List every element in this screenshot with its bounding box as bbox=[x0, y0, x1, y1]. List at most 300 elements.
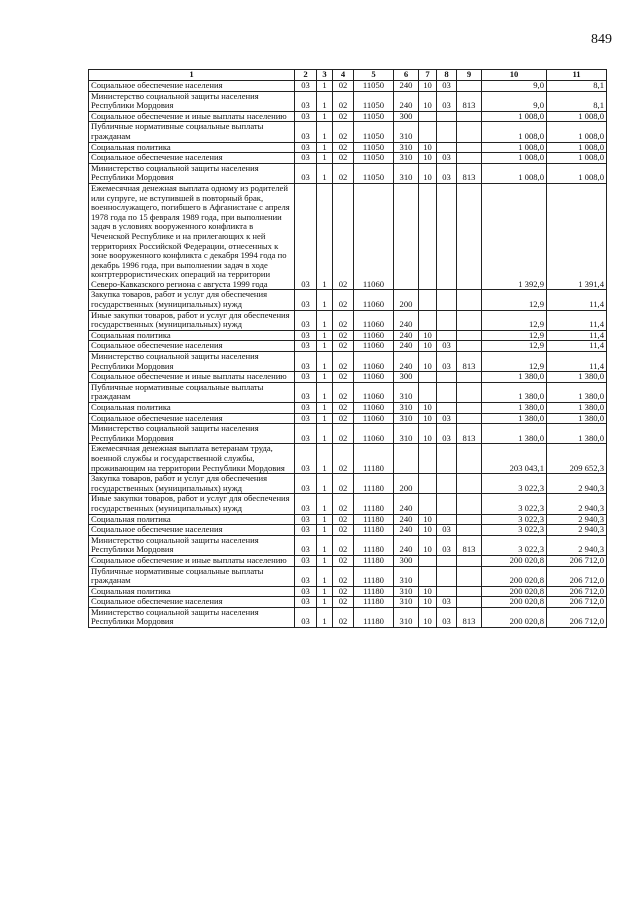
table-row bbox=[89, 403, 607, 414]
row-code-cell bbox=[419, 310, 437, 330]
row-code-cell: 02 bbox=[333, 607, 354, 627]
row-code-cell: 300 bbox=[394, 555, 419, 566]
row-code-cell: 03 bbox=[295, 525, 317, 536]
row-name-cell: Ежемесячная денежная выплата ветеранам труда, военной службы и государственной службы, проживающим на территории Республики Мордовия bbox=[89, 444, 295, 474]
row-code-cell: 10 bbox=[419, 403, 437, 414]
row-code-cell bbox=[457, 183, 482, 290]
row-code-cell bbox=[419, 111, 437, 122]
row-code-cell: 02 bbox=[333, 444, 354, 474]
row-code-cell: 11180 bbox=[354, 566, 394, 586]
row-code-cell: 02 bbox=[333, 352, 354, 372]
row-name-cell: Социальная политика bbox=[89, 586, 295, 597]
row-code-cell: 813 bbox=[457, 607, 482, 627]
row-amount-cell: 1 380,0 bbox=[482, 424, 547, 444]
row-code-cell: 310 bbox=[394, 586, 419, 597]
row-code-cell: 02 bbox=[333, 153, 354, 164]
row-code-cell: 02 bbox=[333, 81, 354, 92]
row-code-cell bbox=[457, 310, 482, 330]
table-row bbox=[89, 514, 607, 525]
row-code-cell: 02 bbox=[333, 122, 354, 142]
row-code-cell: 02 bbox=[333, 382, 354, 402]
row-code-cell: 03 bbox=[295, 403, 317, 414]
row-code-cell bbox=[457, 444, 482, 474]
row-code-cell bbox=[457, 330, 482, 341]
row-code-cell: 10 bbox=[419, 607, 437, 627]
row-code-cell: 03 bbox=[295, 382, 317, 402]
row-code-cell: 200 bbox=[394, 290, 419, 310]
row-code-cell bbox=[437, 586, 457, 597]
column-header: 4 bbox=[333, 70, 354, 81]
row-name-cell: Социальная политика bbox=[89, 403, 295, 414]
row-amount-cell: 9,0 bbox=[482, 91, 547, 111]
row-amount-cell: 206 712,0 bbox=[547, 586, 607, 597]
row-amount-cell: 1 008,0 bbox=[547, 142, 607, 153]
row-amount-cell: 1 008,0 bbox=[547, 122, 607, 142]
row-code-cell bbox=[437, 474, 457, 494]
row-code-cell: 1 bbox=[317, 91, 333, 111]
row-code-cell: 02 bbox=[333, 290, 354, 310]
row-name-cell: Социальная политика bbox=[89, 142, 295, 153]
row-code-cell bbox=[457, 290, 482, 310]
budget-table bbox=[88, 69, 607, 628]
row-code-cell: 03 bbox=[295, 597, 317, 608]
row-amount-cell: 11,4 bbox=[547, 290, 607, 310]
row-amount-cell: 3 022,3 bbox=[482, 535, 547, 555]
row-code-cell: 03 bbox=[437, 91, 457, 111]
row-code-cell: 11180 bbox=[354, 525, 394, 536]
row-code-cell: 1 bbox=[317, 310, 333, 330]
row-code-cell: 02 bbox=[333, 91, 354, 111]
row-code-cell: 03 bbox=[295, 183, 317, 290]
row-code-cell: 02 bbox=[333, 341, 354, 352]
row-amount-cell: 1 008,0 bbox=[482, 142, 547, 153]
row-amount-cell: 2 940,3 bbox=[547, 525, 607, 536]
row-amount-cell: 1 008,0 bbox=[482, 111, 547, 122]
row-code-cell: 310 bbox=[394, 122, 419, 142]
row-code-cell bbox=[437, 122, 457, 142]
table-row bbox=[89, 142, 607, 153]
row-amount-cell: 1 380,0 bbox=[547, 424, 607, 444]
row-code-cell: 1 bbox=[317, 372, 333, 383]
row-code-cell: 813 bbox=[457, 352, 482, 372]
row-code-cell: 03 bbox=[295, 424, 317, 444]
row-code-cell: 11060 bbox=[354, 382, 394, 402]
row-name-cell: Министерство социальной защиты населения Республики Мордовия bbox=[89, 424, 295, 444]
row-amount-cell: 12,9 bbox=[482, 341, 547, 352]
row-name-cell: Публичные нормативные социальные выплаты гражданам bbox=[89, 566, 295, 586]
row-code-cell: 02 bbox=[333, 310, 354, 330]
row-code-cell: 300 bbox=[394, 372, 419, 383]
row-code-cell bbox=[419, 183, 437, 290]
row-code-cell: 11060 bbox=[354, 413, 394, 424]
row-name-cell: Социальная политика bbox=[89, 514, 295, 525]
row-code-cell: 03 bbox=[295, 111, 317, 122]
row-code-cell: 310 bbox=[394, 403, 419, 414]
row-code-cell: 10 bbox=[419, 341, 437, 352]
table-row bbox=[89, 597, 607, 608]
row-code-cell: 240 bbox=[394, 352, 419, 372]
row-amount-cell: 206 712,0 bbox=[547, 597, 607, 608]
row-amount-cell: 206 712,0 bbox=[547, 607, 607, 627]
row-code-cell bbox=[437, 494, 457, 514]
table-row bbox=[89, 494, 607, 514]
row-name-cell: Закупка товаров, работ и услуг для обеспечения государственных (муниципальных) нужд bbox=[89, 474, 295, 494]
row-code-cell bbox=[457, 403, 482, 414]
row-code-cell: 11060 bbox=[354, 352, 394, 372]
row-amount-cell: 1 380,0 bbox=[482, 403, 547, 414]
row-code-cell: 10 bbox=[419, 153, 437, 164]
row-amount-cell: 1 391,4 bbox=[547, 183, 607, 290]
row-code-cell: 310 bbox=[394, 153, 419, 164]
row-amount-cell: 8,1 bbox=[547, 91, 607, 111]
row-code-cell: 1 bbox=[317, 81, 333, 92]
row-amount-cell: 11,4 bbox=[547, 310, 607, 330]
row-code-cell: 11060 bbox=[354, 290, 394, 310]
row-code-cell: 300 bbox=[394, 111, 419, 122]
table-row bbox=[89, 424, 607, 444]
row-name-cell: Закупка товаров, работ и услуг для обеспечения государственных (муниципальных) нужд bbox=[89, 290, 295, 310]
row-code-cell: 10 bbox=[419, 413, 437, 424]
row-code-cell bbox=[457, 153, 482, 164]
row-code-cell: 1 bbox=[317, 607, 333, 627]
row-code-cell: 240 bbox=[394, 525, 419, 536]
row-code-cell: 10 bbox=[419, 597, 437, 608]
row-name-cell: Социальное обеспечение населения bbox=[89, 81, 295, 92]
row-amount-cell: 3 022,3 bbox=[482, 474, 547, 494]
column-header: 3 bbox=[317, 70, 333, 81]
row-code-cell: 02 bbox=[333, 111, 354, 122]
row-code-cell: 1 bbox=[317, 183, 333, 290]
row-code-cell: 03 bbox=[295, 330, 317, 341]
page-number: 849 bbox=[591, 32, 612, 47]
row-code-cell bbox=[437, 444, 457, 474]
row-code-cell: 1 bbox=[317, 153, 333, 164]
row-amount-cell: 1 008,0 bbox=[482, 122, 547, 142]
row-code-cell: 03 bbox=[295, 586, 317, 597]
column-header: 2 bbox=[295, 70, 317, 81]
row-code-cell bbox=[437, 142, 457, 153]
row-code-cell: 03 bbox=[437, 535, 457, 555]
row-code-cell: 310 bbox=[394, 413, 419, 424]
row-code-cell: 240 bbox=[394, 535, 419, 555]
table-row bbox=[89, 372, 607, 383]
row-code-cell: 1 bbox=[317, 122, 333, 142]
row-code-cell: 03 bbox=[437, 607, 457, 627]
row-code-cell: 03 bbox=[295, 555, 317, 566]
row-code-cell bbox=[419, 494, 437, 514]
row-code-cell: 240 bbox=[394, 494, 419, 514]
row-code-cell: 310 bbox=[394, 566, 419, 586]
row-code-cell: 03 bbox=[295, 566, 317, 586]
row-code-cell bbox=[437, 555, 457, 566]
row-amount-cell: 1 008,0 bbox=[547, 111, 607, 122]
row-name-cell: Министерство социальной защиты населения Республики Мордовия bbox=[89, 352, 295, 372]
row-code-cell: 11060 bbox=[354, 372, 394, 383]
row-code-cell bbox=[457, 514, 482, 525]
row-code-cell bbox=[457, 525, 482, 536]
row-code-cell: 02 bbox=[333, 330, 354, 341]
row-amount-cell: 1 380,0 bbox=[547, 372, 607, 383]
row-name-cell: Социальное обеспечение населения bbox=[89, 413, 295, 424]
row-code-cell bbox=[419, 474, 437, 494]
row-amount-cell: 200 020,8 bbox=[482, 555, 547, 566]
row-code-cell: 1 bbox=[317, 382, 333, 402]
row-code-cell: 813 bbox=[457, 424, 482, 444]
row-name-cell: Иные закупки товаров, работ и услуг для обеспечения государственных (муниципальных) нужд bbox=[89, 494, 295, 514]
table-row bbox=[89, 586, 607, 597]
row-code-cell: 1 bbox=[317, 474, 333, 494]
row-amount-cell: 8,1 bbox=[547, 81, 607, 92]
row-code-cell: 02 bbox=[333, 474, 354, 494]
row-code-cell: 02 bbox=[333, 535, 354, 555]
row-amount-cell: 2 940,3 bbox=[547, 514, 607, 525]
row-code-cell: 11180 bbox=[354, 597, 394, 608]
row-code-cell: 310 bbox=[394, 424, 419, 444]
row-code-cell: 1 bbox=[317, 555, 333, 566]
row-code-cell: 11060 bbox=[354, 310, 394, 330]
row-code-cell: 03 bbox=[437, 341, 457, 352]
row-code-cell: 1 bbox=[317, 341, 333, 352]
row-code-cell: 02 bbox=[333, 183, 354, 290]
row-code-cell: 1 bbox=[317, 424, 333, 444]
row-code-cell bbox=[457, 122, 482, 142]
table-row bbox=[89, 330, 607, 341]
row-code-cell bbox=[394, 183, 419, 290]
row-name-cell: Социальное обеспечение населения bbox=[89, 597, 295, 608]
row-code-cell: 10 bbox=[419, 330, 437, 341]
row-code-cell: 11180 bbox=[354, 555, 394, 566]
row-code-cell: 11180 bbox=[354, 586, 394, 597]
row-code-cell: 03 bbox=[437, 597, 457, 608]
row-code-cell: 02 bbox=[333, 142, 354, 153]
row-code-cell: 11060 bbox=[354, 341, 394, 352]
row-amount-cell: 1 380,0 bbox=[547, 413, 607, 424]
row-code-cell: 11180 bbox=[354, 535, 394, 555]
row-code-cell bbox=[457, 111, 482, 122]
row-amount-cell: 1 380,0 bbox=[547, 382, 607, 402]
table-row bbox=[89, 444, 607, 474]
row-amount-cell: 1 008,0 bbox=[482, 153, 547, 164]
row-code-cell: 1 bbox=[317, 142, 333, 153]
row-code-cell bbox=[437, 330, 457, 341]
column-header: 10 bbox=[482, 70, 547, 81]
row-amount-cell: 1 380,0 bbox=[547, 403, 607, 414]
row-code-cell: 03 bbox=[437, 352, 457, 372]
table-row bbox=[89, 310, 607, 330]
row-amount-cell: 9,0 bbox=[482, 81, 547, 92]
row-amount-cell: 1 008,0 bbox=[482, 163, 547, 183]
row-code-cell bbox=[437, 290, 457, 310]
row-name-cell: Социальное обеспечение и иные выплаты населению bbox=[89, 372, 295, 383]
row-code-cell: 1 bbox=[317, 444, 333, 474]
row-code-cell: 10 bbox=[419, 163, 437, 183]
column-header: 11 bbox=[547, 70, 607, 81]
header-row bbox=[89, 70, 607, 81]
row-code-cell: 03 bbox=[437, 525, 457, 536]
row-name-cell: Социальное обеспечение населения bbox=[89, 525, 295, 536]
row-code-cell bbox=[457, 382, 482, 402]
table-body bbox=[89, 70, 607, 628]
row-amount-cell: 209 652,3 bbox=[547, 444, 607, 474]
row-code-cell: 10 bbox=[419, 535, 437, 555]
row-code-cell: 1 bbox=[317, 494, 333, 514]
row-code-cell: 02 bbox=[333, 597, 354, 608]
row-code-cell: 11050 bbox=[354, 91, 394, 111]
row-name-cell: Социальное обеспечение населения bbox=[89, 153, 295, 164]
table-row bbox=[89, 81, 607, 92]
row-code-cell: 11180 bbox=[354, 444, 394, 474]
row-code-cell: 11050 bbox=[354, 163, 394, 183]
row-code-cell bbox=[457, 341, 482, 352]
row-amount-cell: 12,9 bbox=[482, 310, 547, 330]
row-code-cell: 11050 bbox=[354, 142, 394, 153]
table-row bbox=[89, 566, 607, 586]
row-name-cell: Публичные нормативные социальные выплаты гражданам bbox=[89, 122, 295, 142]
row-name-cell: Социальное обеспечение и иные выплаты населению bbox=[89, 111, 295, 122]
row-amount-cell: 200 020,8 bbox=[482, 566, 547, 586]
row-code-cell: 813 bbox=[457, 91, 482, 111]
table-row bbox=[89, 163, 607, 183]
row-code-cell bbox=[437, 566, 457, 586]
table-row bbox=[89, 352, 607, 372]
row-amount-cell: 200 020,8 bbox=[482, 607, 547, 627]
row-amount-cell: 206 712,0 bbox=[547, 555, 607, 566]
row-code-cell: 03 bbox=[437, 163, 457, 183]
row-code-cell: 1 bbox=[317, 413, 333, 424]
row-amount-cell: 1 380,0 bbox=[482, 372, 547, 383]
row-code-cell: 03 bbox=[295, 514, 317, 525]
row-code-cell bbox=[437, 310, 457, 330]
row-code-cell bbox=[457, 566, 482, 586]
row-code-cell: 02 bbox=[333, 555, 354, 566]
row-name-cell: Социальное обеспечение населения bbox=[89, 341, 295, 352]
row-code-cell: 11050 bbox=[354, 81, 394, 92]
row-code-cell: 03 bbox=[295, 310, 317, 330]
row-code-cell: 03 bbox=[295, 607, 317, 627]
row-code-cell: 02 bbox=[333, 403, 354, 414]
row-code-cell bbox=[457, 586, 482, 597]
table-row bbox=[89, 535, 607, 555]
row-code-cell: 240 bbox=[394, 91, 419, 111]
row-code-cell: 10 bbox=[419, 424, 437, 444]
row-code-cell: 03 bbox=[295, 91, 317, 111]
row-code-cell bbox=[457, 372, 482, 383]
row-code-cell: 02 bbox=[333, 163, 354, 183]
row-code-cell: 310 bbox=[394, 607, 419, 627]
row-code-cell: 02 bbox=[333, 413, 354, 424]
row-code-cell: 03 bbox=[295, 290, 317, 310]
row-amount-cell: 206 712,0 bbox=[547, 566, 607, 586]
row-code-cell: 310 bbox=[394, 163, 419, 183]
row-amount-cell: 2 940,3 bbox=[547, 535, 607, 555]
row-amount-cell: 1 392,9 bbox=[482, 183, 547, 290]
row-code-cell bbox=[419, 444, 437, 474]
row-code-cell: 10 bbox=[419, 586, 437, 597]
row-code-cell bbox=[437, 403, 457, 414]
row-code-cell bbox=[457, 413, 482, 424]
row-code-cell: 10 bbox=[419, 514, 437, 525]
row-code-cell bbox=[457, 597, 482, 608]
row-code-cell: 240 bbox=[394, 310, 419, 330]
row-code-cell: 11180 bbox=[354, 607, 394, 627]
row-amount-cell: 12,9 bbox=[482, 290, 547, 310]
column-header: 6 bbox=[394, 70, 419, 81]
row-amount-cell: 1 008,0 bbox=[547, 153, 607, 164]
row-code-cell: 11060 bbox=[354, 403, 394, 414]
row-code-cell: 1 bbox=[317, 514, 333, 525]
row-code-cell: 03 bbox=[295, 494, 317, 514]
row-code-cell bbox=[419, 122, 437, 142]
row-amount-cell: 12,9 bbox=[482, 330, 547, 341]
row-code-cell: 310 bbox=[394, 382, 419, 402]
row-code-cell: 03 bbox=[295, 153, 317, 164]
row-name-cell: Социальная политика bbox=[89, 330, 295, 341]
row-code-cell bbox=[419, 566, 437, 586]
table-row bbox=[89, 525, 607, 536]
row-code-cell bbox=[419, 382, 437, 402]
row-code-cell: 02 bbox=[333, 566, 354, 586]
row-code-cell: 1 bbox=[317, 111, 333, 122]
row-code-cell: 11180 bbox=[354, 514, 394, 525]
row-code-cell: 240 bbox=[394, 514, 419, 525]
row-code-cell: 03 bbox=[295, 81, 317, 92]
row-code-cell: 10 bbox=[419, 142, 437, 153]
row-code-cell: 03 bbox=[437, 413, 457, 424]
row-code-cell: 02 bbox=[333, 372, 354, 383]
row-code-cell: 11050 bbox=[354, 153, 394, 164]
row-code-cell: 1 bbox=[317, 403, 333, 414]
row-code-cell bbox=[419, 372, 437, 383]
row-code-cell: 240 bbox=[394, 341, 419, 352]
row-code-cell bbox=[437, 111, 457, 122]
table-row bbox=[89, 607, 607, 627]
row-code-cell bbox=[457, 555, 482, 566]
row-name-cell: Министерство социальной защиты населения Республики Мордовия bbox=[89, 91, 295, 111]
column-header: 8 bbox=[437, 70, 457, 81]
row-code-cell: 03 bbox=[437, 81, 457, 92]
row-code-cell: 11180 bbox=[354, 494, 394, 514]
row-code-cell: 02 bbox=[333, 424, 354, 444]
row-code-cell: 240 bbox=[394, 81, 419, 92]
row-code-cell: 1 bbox=[317, 330, 333, 341]
row-code-cell bbox=[457, 142, 482, 153]
row-code-cell: 1 bbox=[317, 290, 333, 310]
row-code-cell: 02 bbox=[333, 514, 354, 525]
row-amount-cell: 11,4 bbox=[547, 330, 607, 341]
row-code-cell: 03 bbox=[295, 163, 317, 183]
row-amount-cell: 12,9 bbox=[482, 352, 547, 372]
row-code-cell: 11060 bbox=[354, 183, 394, 290]
row-code-cell: 1 bbox=[317, 586, 333, 597]
row-code-cell: 10 bbox=[419, 525, 437, 536]
row-code-cell: 11050 bbox=[354, 122, 394, 142]
row-code-cell bbox=[437, 382, 457, 402]
column-header: 1 bbox=[89, 70, 295, 81]
table-row bbox=[89, 153, 607, 164]
row-code-cell: 03 bbox=[295, 142, 317, 153]
row-code-cell: 03 bbox=[295, 444, 317, 474]
row-code-cell: 813 bbox=[457, 163, 482, 183]
row-name-cell: Министерство социальной защиты населения Республики Мордовия bbox=[89, 607, 295, 627]
row-code-cell: 03 bbox=[437, 424, 457, 444]
row-code-cell: 11060 bbox=[354, 330, 394, 341]
row-code-cell: 11180 bbox=[354, 474, 394, 494]
row-amount-cell: 1 008,0 bbox=[547, 163, 607, 183]
row-code-cell: 200 bbox=[394, 474, 419, 494]
table-row bbox=[89, 474, 607, 494]
row-code-cell: 03 bbox=[295, 352, 317, 372]
table-row bbox=[89, 341, 607, 352]
